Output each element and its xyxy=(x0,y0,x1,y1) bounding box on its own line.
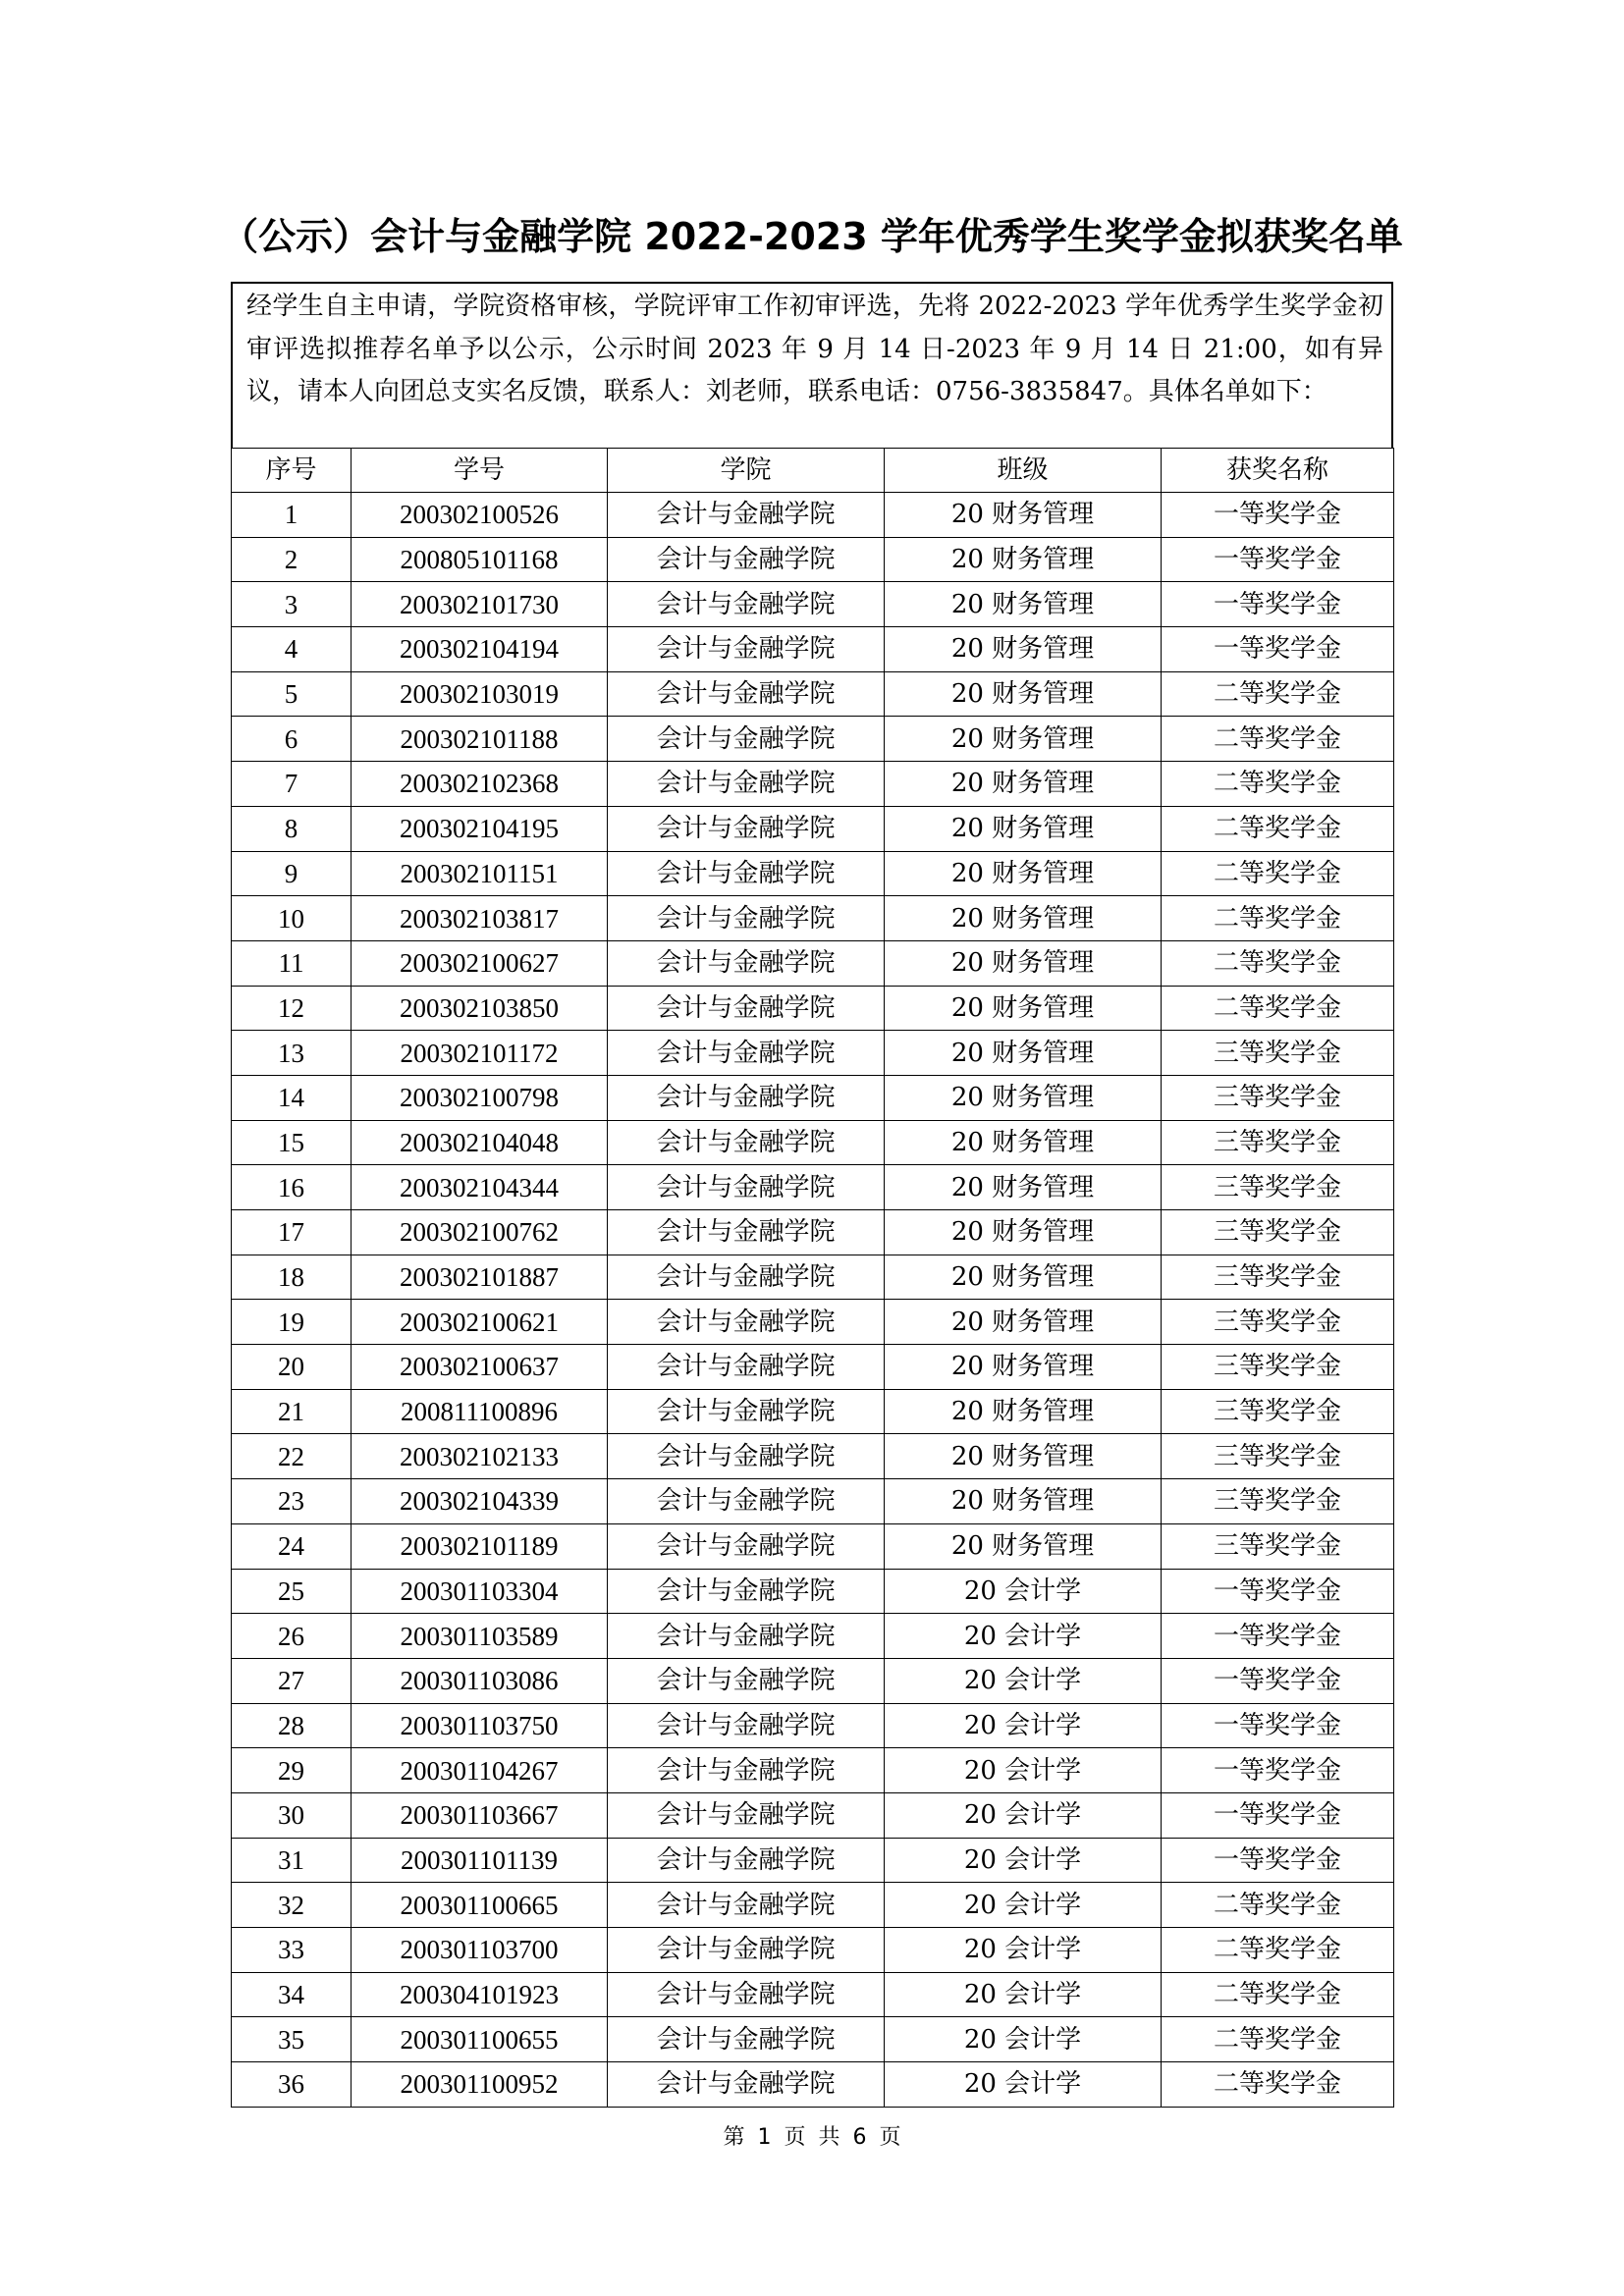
cell-college: 会计与金融学院 xyxy=(608,1434,885,1479)
cell-class: 20 财务管理 xyxy=(885,1120,1162,1165)
cell-index: 9 xyxy=(232,851,352,896)
cell-class: 20 财务管理 xyxy=(885,1523,1162,1569)
cell-award: 二等奖学金 xyxy=(1162,2017,1394,2062)
cell-student-id: 200302101730 xyxy=(352,582,608,627)
cell-student-id: 200301104267 xyxy=(352,1748,608,1793)
cell-index: 33 xyxy=(232,1928,352,1973)
cell-index: 29 xyxy=(232,1748,352,1793)
cell-award: 一等奖学金 xyxy=(1162,1838,1394,1883)
table-row xyxy=(232,1300,1394,1345)
cell-college: 会计与金融学院 xyxy=(608,1300,885,1345)
table-row xyxy=(232,537,1394,582)
table-row xyxy=(232,627,1394,672)
cell-college: 会计与金融学院 xyxy=(608,627,885,672)
cell-student-id: 200301103700 xyxy=(352,1928,608,1973)
cell-index: 11 xyxy=(232,940,352,986)
cell-index: 14 xyxy=(232,1075,352,1120)
cell-award: 三等奖学金 xyxy=(1162,1389,1394,1434)
cell-class: 20 财务管理 xyxy=(885,896,1162,941)
table-row xyxy=(232,2062,1394,2108)
cell-student-id: 200302103019 xyxy=(352,671,608,717)
cell-class: 20 会计学 xyxy=(885,2017,1162,2062)
cell-student-id: 200805101168 xyxy=(352,537,608,582)
header-class: 班级 xyxy=(885,449,1162,493)
cell-college: 会计与金融学院 xyxy=(608,1614,885,1659)
cell-student-id: 200302100627 xyxy=(352,940,608,986)
cell-class: 20 财务管理 xyxy=(885,493,1162,538)
cell-student-id: 200301103086 xyxy=(352,1658,608,1703)
cell-class: 20 会计学 xyxy=(885,1972,1162,2017)
cell-college: 会计与金融学院 xyxy=(608,1389,885,1434)
cell-award: 一等奖学金 xyxy=(1162,627,1394,672)
table-row xyxy=(232,2017,1394,2062)
table-row xyxy=(232,1389,1394,1434)
cell-student-id: 200302102368 xyxy=(352,762,608,807)
cell-college: 会计与金融学院 xyxy=(608,1569,885,1614)
cell-class: 20 会计学 xyxy=(885,2062,1162,2108)
cell-college: 会计与金融学院 xyxy=(608,1523,885,1569)
cell-college: 会计与金融学院 xyxy=(608,940,885,986)
cell-award: 二等奖学金 xyxy=(1162,2062,1394,2108)
cell-class: 20 会计学 xyxy=(885,1569,1162,1614)
cell-student-id: 200302104194 xyxy=(352,627,608,672)
cell-student-id: 200301103750 xyxy=(352,1703,608,1748)
cell-college: 会计与金融学院 xyxy=(608,762,885,807)
cell-index: 10 xyxy=(232,896,352,941)
cell-award: 二等奖学金 xyxy=(1162,717,1394,762)
cell-student-id: 200301100655 xyxy=(352,2017,608,2062)
cell-class: 20 会计学 xyxy=(885,1883,1162,1928)
cell-class: 20 财务管理 xyxy=(885,806,1162,851)
cell-class: 20 会计学 xyxy=(885,1748,1162,1793)
cell-index: 23 xyxy=(232,1479,352,1524)
cell-student-id: 200302101172 xyxy=(352,1031,608,1076)
cell-college: 会计与金融学院 xyxy=(608,1345,885,1390)
table-row xyxy=(232,1658,1394,1703)
cell-college: 会计与金融学院 xyxy=(608,986,885,1031)
cell-class: 20 财务管理 xyxy=(885,537,1162,582)
cell-student-id: 200301100952 xyxy=(352,2062,608,2108)
cell-index: 25 xyxy=(232,1569,352,1614)
cell-index: 15 xyxy=(232,1120,352,1165)
cell-student-id: 200301101139 xyxy=(352,1838,608,1883)
cell-college: 会计与金融学院 xyxy=(608,1255,885,1300)
cell-index: 6 xyxy=(232,717,352,762)
table-row xyxy=(232,1523,1394,1569)
table-row xyxy=(232,1703,1394,1748)
cell-college: 会计与金融学院 xyxy=(608,671,885,717)
cell-award: 三等奖学金 xyxy=(1162,1523,1394,1569)
cell-index: 30 xyxy=(232,1792,352,1838)
cell-student-id: 200302103817 xyxy=(352,896,608,941)
cell-award: 一等奖学金 xyxy=(1162,582,1394,627)
header-award: 获奖名称 xyxy=(1162,449,1394,493)
cell-class: 20 财务管理 xyxy=(885,762,1162,807)
table-row xyxy=(232,1972,1394,2017)
cell-index: 21 xyxy=(232,1389,352,1434)
cell-class: 20 财务管理 xyxy=(885,1075,1162,1120)
cell-class: 20 财务管理 xyxy=(885,717,1162,762)
announcement-intro: 经学生自主申请，学院资格审核，学院评审工作初审评选，先将 2022-2023 学年优秀学生奖学金初审评选拟推荐名单予以公示，公示时间 2023 年 9 月 14 日-2023 年 9 月 14 日 21:00，如有异议，请本人向团总支实名反馈，联系人：刘老师，联系电话：0756-3835847。具体名单如下： xyxy=(231,282,1393,448)
table-row xyxy=(232,896,1394,941)
cell-class: 20 会计学 xyxy=(885,1792,1162,1838)
cell-award: 一等奖学金 xyxy=(1162,1703,1394,1748)
table-row xyxy=(232,493,1394,538)
cell-student-id: 200302103850 xyxy=(352,986,608,1031)
table-row xyxy=(232,1345,1394,1390)
cell-award: 三等奖学金 xyxy=(1162,1255,1394,1300)
cell-award: 三等奖学金 xyxy=(1162,1031,1394,1076)
cell-index: 4 xyxy=(232,627,352,672)
table-row xyxy=(232,1838,1394,1883)
table-row xyxy=(232,851,1394,896)
cell-index: 12 xyxy=(232,986,352,1031)
cell-award: 三等奖学金 xyxy=(1162,1300,1394,1345)
cell-student-id: 200301103589 xyxy=(352,1614,608,1659)
cell-college: 会计与金融学院 xyxy=(608,1928,885,1973)
cell-class: 20 财务管理 xyxy=(885,671,1162,717)
cell-index: 34 xyxy=(232,1972,352,2017)
table-header-row xyxy=(232,449,1394,493)
table-row xyxy=(232,1255,1394,1300)
cell-class: 20 财务管理 xyxy=(885,851,1162,896)
cell-college: 会计与金融学院 xyxy=(608,493,885,538)
cell-index: 32 xyxy=(232,1883,352,1928)
cell-student-id: 200302100621 xyxy=(352,1300,608,1345)
table-row xyxy=(232,582,1394,627)
cell-student-id: 200301103667 xyxy=(352,1792,608,1838)
table-row xyxy=(232,1928,1394,1973)
cell-student-id: 200302101189 xyxy=(352,1523,608,1569)
cell-class: 20 财务管理 xyxy=(885,1434,1162,1479)
cell-index: 31 xyxy=(232,1838,352,1883)
cell-class: 20 财务管理 xyxy=(885,1300,1162,1345)
cell-student-id: 200302101887 xyxy=(352,1255,608,1300)
table-row xyxy=(232,717,1394,762)
cell-index: 27 xyxy=(232,1658,352,1703)
cell-college: 会计与金融学院 xyxy=(608,1165,885,1210)
table-row xyxy=(232,940,1394,986)
cell-class: 20 财务管理 xyxy=(885,1165,1162,1210)
cell-student-id: 200302100798 xyxy=(352,1075,608,1120)
header-college: 学院 xyxy=(608,449,885,493)
cell-index: 7 xyxy=(232,762,352,807)
cell-class: 20 财务管理 xyxy=(885,1210,1162,1255)
cell-college: 会计与金融学院 xyxy=(608,1703,885,1748)
cell-student-id: 200302100637 xyxy=(352,1345,608,1390)
cell-award: 一等奖学金 xyxy=(1162,1748,1394,1793)
cell-award: 三等奖学金 xyxy=(1162,1479,1394,1524)
cell-class: 20 财务管理 xyxy=(885,940,1162,986)
cell-award: 三等奖学金 xyxy=(1162,1345,1394,1390)
cell-class: 20 会计学 xyxy=(885,1928,1162,1973)
cell-college: 会计与金融学院 xyxy=(608,582,885,627)
cell-award: 一等奖学金 xyxy=(1162,1569,1394,1614)
cell-college: 会计与金融学院 xyxy=(608,806,885,851)
table-row xyxy=(232,1792,1394,1838)
cell-student-id: 200302101151 xyxy=(352,851,608,896)
page-number: 第 1 页 共 6 页 xyxy=(723,2125,901,2150)
table-body xyxy=(232,493,1394,2108)
cell-index: 3 xyxy=(232,582,352,627)
cell-college: 会计与金融学院 xyxy=(608,1658,885,1703)
cell-award: 二等奖学金 xyxy=(1162,851,1394,896)
cell-student-id: 200302102133 xyxy=(352,1434,608,1479)
table-row xyxy=(232,986,1394,1031)
award-list-sheet xyxy=(231,282,1393,2108)
cell-index: 5 xyxy=(232,671,352,717)
cell-award: 二等奖学金 xyxy=(1162,1883,1394,1928)
cell-index: 1 xyxy=(232,493,352,538)
cell-index: 16 xyxy=(232,1165,352,1210)
cell-index: 19 xyxy=(232,1300,352,1345)
cell-award: 二等奖学金 xyxy=(1162,806,1394,851)
cell-index: 8 xyxy=(232,806,352,851)
header-index: 序号 xyxy=(232,449,352,493)
cell-index: 17 xyxy=(232,1210,352,1255)
cell-award: 三等奖学金 xyxy=(1162,1075,1394,1120)
cell-college: 会计与金融学院 xyxy=(608,1972,885,2017)
cell-award: 二等奖学金 xyxy=(1162,896,1394,941)
cell-student-id: 200302100526 xyxy=(352,493,608,538)
cell-index: 26 xyxy=(232,1614,352,1659)
cell-college: 会计与金融学院 xyxy=(608,1838,885,1883)
award-table xyxy=(231,448,1394,2108)
cell-student-id: 200301100665 xyxy=(352,1883,608,1928)
cell-index: 35 xyxy=(232,2017,352,2062)
cell-college: 会计与金融学院 xyxy=(608,896,885,941)
cell-student-id: 200811100896 xyxy=(352,1389,608,1434)
table-row xyxy=(232,1569,1394,1614)
cell-class: 20 财务管理 xyxy=(885,627,1162,672)
cell-college: 会计与金融学院 xyxy=(608,2017,885,2062)
table-row xyxy=(232,1165,1394,1210)
cell-index: 24 xyxy=(232,1523,352,1569)
table-row xyxy=(232,762,1394,807)
cell-class: 20 会计学 xyxy=(885,1658,1162,1703)
cell-class: 20 会计学 xyxy=(885,1614,1162,1659)
cell-award: 三等奖学金 xyxy=(1162,1434,1394,1479)
cell-class: 20 财务管理 xyxy=(885,986,1162,1031)
cell-award: 二等奖学金 xyxy=(1162,986,1394,1031)
cell-award: 二等奖学金 xyxy=(1162,1928,1394,1973)
cell-student-id: 200301103304 xyxy=(352,1569,608,1614)
cell-student-id: 200304101923 xyxy=(352,1972,608,2017)
cell-index: 2 xyxy=(232,537,352,582)
cell-award: 二等奖学金 xyxy=(1162,671,1394,717)
cell-index: 20 xyxy=(232,1345,352,1390)
cell-college: 会计与金融学院 xyxy=(608,1883,885,1928)
cell-college: 会计与金融学院 xyxy=(608,1792,885,1838)
cell-student-id: 200302104339 xyxy=(352,1479,608,1524)
cell-college: 会计与金融学院 xyxy=(608,1120,885,1165)
cell-index: 22 xyxy=(232,1434,352,1479)
cell-award: 二等奖学金 xyxy=(1162,762,1394,807)
table-row xyxy=(232,1748,1394,1793)
cell-award: 一等奖学金 xyxy=(1162,493,1394,538)
cell-award: 二等奖学金 xyxy=(1162,1972,1394,2017)
cell-class: 20 财务管理 xyxy=(885,1345,1162,1390)
cell-student-id: 200302100762 xyxy=(352,1210,608,1255)
cell-student-id: 200302104048 xyxy=(352,1120,608,1165)
cell-college: 会计与金融学院 xyxy=(608,717,885,762)
cell-award: 一等奖学金 xyxy=(1162,537,1394,582)
cell-student-id: 200302104344 xyxy=(352,1165,608,1210)
cell-class: 20 财务管理 xyxy=(885,582,1162,627)
table-row xyxy=(232,1210,1394,1255)
cell-college: 会计与金融学院 xyxy=(608,1479,885,1524)
table-row xyxy=(232,1883,1394,1928)
cell-college: 会计与金融学院 xyxy=(608,1210,885,1255)
table-row xyxy=(232,1031,1394,1076)
header-student-id: 学号 xyxy=(352,449,608,493)
table-row xyxy=(232,671,1394,717)
cell-college: 会计与金融学院 xyxy=(608,537,885,582)
cell-college: 会计与金融学院 xyxy=(608,1031,885,1076)
cell-index: 28 xyxy=(232,1703,352,1748)
table-row xyxy=(232,1075,1394,1120)
table-row xyxy=(232,1614,1394,1659)
cell-award: 三等奖学金 xyxy=(1162,1165,1394,1210)
cell-college: 会计与金融学院 xyxy=(608,2062,885,2108)
cell-award: 三等奖学金 xyxy=(1162,1210,1394,1255)
cell-class: 20 财务管理 xyxy=(885,1255,1162,1300)
cell-award: 一等奖学金 xyxy=(1162,1658,1394,1703)
cell-college: 会计与金融学院 xyxy=(608,1075,885,1120)
cell-class: 20 财务管理 xyxy=(885,1389,1162,1434)
cell-class: 20 财务管理 xyxy=(885,1031,1162,1076)
cell-award: 一等奖学金 xyxy=(1162,1792,1394,1838)
cell-college: 会计与金融学院 xyxy=(608,1748,885,1793)
table-row xyxy=(232,806,1394,851)
page-title: （公示）会计与金融学院 2022-2023 学年优秀学生奖学金拟获奖名单 xyxy=(221,215,1403,258)
table-row xyxy=(232,1434,1394,1479)
cell-award: 一等奖学金 xyxy=(1162,1614,1394,1659)
cell-class: 20 会计学 xyxy=(885,1838,1162,1883)
cell-index: 36 xyxy=(232,2062,352,2108)
cell-student-id: 200302104195 xyxy=(352,806,608,851)
table-row xyxy=(232,1120,1394,1165)
cell-student-id: 200302101188 xyxy=(352,717,608,762)
cell-class: 20 会计学 xyxy=(885,1703,1162,1748)
table-row xyxy=(232,1479,1394,1524)
cell-index: 18 xyxy=(232,1255,352,1300)
cell-award: 三等奖学金 xyxy=(1162,1120,1394,1165)
cell-college: 会计与金融学院 xyxy=(608,851,885,896)
cell-class: 20 财务管理 xyxy=(885,1479,1162,1524)
cell-award: 二等奖学金 xyxy=(1162,940,1394,986)
cell-index: 13 xyxy=(232,1031,352,1076)
